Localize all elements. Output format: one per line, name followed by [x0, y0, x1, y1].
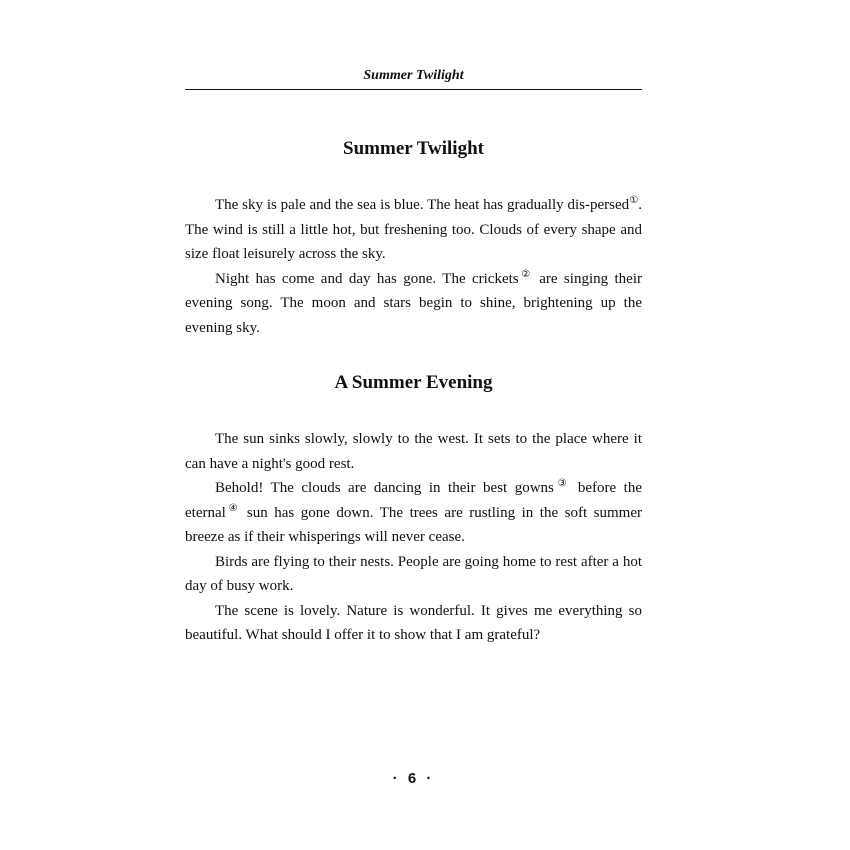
- paragraph: [185, 427, 642, 476]
- section-body: [185, 193, 642, 340]
- running-header: Summer Twilight: [363, 68, 464, 83]
- paragraph: [185, 599, 642, 648]
- paragraph: [185, 476, 642, 550]
- paragraph: [185, 550, 642, 599]
- text-run: are singing their evening song. The moon and stars begin to shine, brightening up the evening sky.: [185, 270, 642, 336]
- footnote-marker: ④: [225, 502, 241, 514]
- text-run: Night has come and day has gone. The crickets: [215, 270, 519, 287]
- section-a-summer-evening: [185, 371, 642, 648]
- footnote-marker: ③: [553, 478, 571, 489]
- text-run: Birds are flying to their nests. People are going home to rest after a hot day of busy work.: [185, 553, 642, 594]
- page-number: · 6 ·: [392, 770, 435, 787]
- text-run: sun has gone down. The trees are rustling in the soft summer breeze as if their whisperings will never cease.: [185, 504, 642, 545]
- text-run: The sky is pale and the sea is blue. The heat has gradually dis-persed: [215, 197, 630, 213]
- text-run: The scene is lovely. Nature is wonderful. It gives me everything so beautiful. What should I offer it to show that I am grateful?: [185, 602, 642, 643]
- footnote-marker: ①: [629, 195, 639, 206]
- section-title: Summer Twilight: [343, 138, 484, 159]
- paragraph: [185, 193, 642, 267]
- section-title: A Summer Evening: [334, 372, 493, 393]
- text-run: . The wind is still a little hot, but freshening too. Clouds of every shape and size float leisurely across the sky.: [185, 197, 643, 262]
- section-body: [185, 427, 642, 648]
- paragraph: [185, 267, 642, 341]
- section-summer-twilight: [185, 137, 642, 340]
- footnote-marker: ②: [518, 268, 533, 280]
- header-rule: [185, 89, 642, 90]
- text-run: Behold! The clouds are dancing in their best gowns: [215, 480, 554, 496]
- text-run: The sun sinks slowly, slowly to the west. It sets to the place where it can have a night's good rest.: [185, 431, 642, 472]
- text-run: before the eternal: [185, 480, 643, 521]
